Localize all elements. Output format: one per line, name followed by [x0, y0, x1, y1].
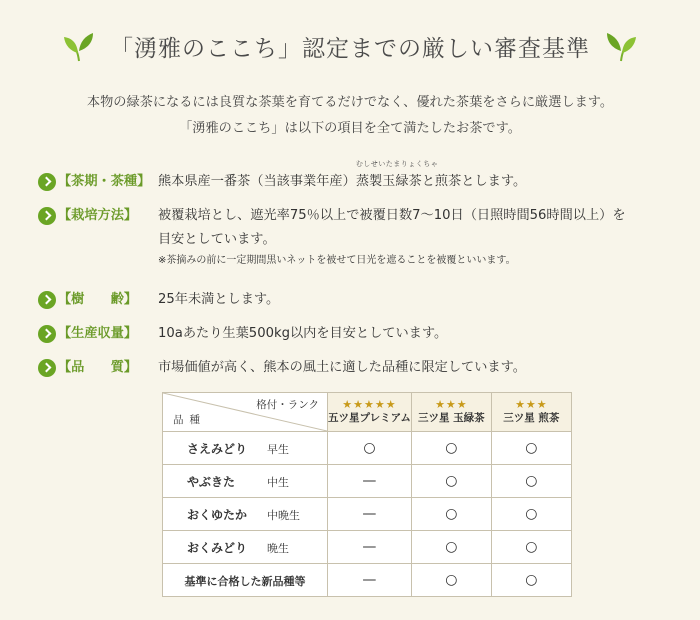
intro-line: 「湧雅のここち」は以下の項目を全て満たしたお茶です。 [179, 121, 521, 136]
mark-cell: ○ [411, 432, 491, 465]
mark-cell: ○ [328, 432, 412, 465]
intro-line: 本物の緑茶になるには良質な茶葉を育てるだけでなく、優れた茶葉をさらに厳選します。 [86, 95, 614, 110]
table-row [163, 531, 572, 564]
variety-season: 中晩生 [267, 509, 300, 522]
variety-name: さえみどり [187, 442, 248, 456]
table-row [163, 465, 572, 498]
variety-season: 中生 [267, 476, 289, 489]
criterion-label: 【生産収量】 [58, 326, 138, 341]
rank-name: 三ツ星 煎茶 [503, 412, 560, 424]
criterion-text: 25年未満とします。 [158, 292, 280, 307]
star-rating: ★★★ [435, 398, 468, 411]
corner-label-rank: 格付・ランク [256, 399, 319, 411]
table-header-row [163, 393, 572, 432]
criterion-text: と煎茶とします。 [421, 174, 527, 189]
tea-leaf-left-icon [62, 29, 96, 63]
criterion-text: 被覆栽培とし、遮光率75％以上で被覆日数7〜10日（日照時間56時間以上）を [158, 208, 626, 223]
criterion-quality [38, 356, 678, 380]
criterion-text: 市場価値が高く、熊本の風土に適した品種に限定しています。 [158, 360, 526, 375]
mark-cell: — [328, 531, 412, 564]
tea-leaf-right-icon [604, 29, 638, 63]
criterion-label: 【樹 齢】 [58, 292, 138, 307]
rank-header [328, 393, 412, 432]
rank-name: 五ツ星プレミアム [328, 412, 411, 424]
variety-name: 基準に合格した新品種等 [184, 575, 306, 588]
mark-cell: ○ [411, 564, 491, 597]
criterion-yield [38, 322, 678, 346]
variety-cell [163, 564, 328, 597]
rank-header [411, 393, 491, 432]
mark-cell: ○ [491, 432, 571, 465]
variety-cell [163, 498, 328, 531]
mark-cell: ○ [491, 465, 571, 498]
table-row [163, 498, 572, 531]
rank-name: 三ツ星 玉緑茶 [418, 412, 485, 424]
criterion-cultivation [38, 204, 678, 270]
title-row [0, 24, 700, 68]
variety-cell [163, 432, 328, 465]
criterion-note: ※茶摘みの前に一定期間黒いネットを被せて日光を遮ることを被覆といいます。 [158, 255, 516, 266]
chevron-right-icon [38, 325, 56, 343]
ruby-term [355, 160, 439, 194]
ruby-base: 蒸製玉緑茶 [355, 174, 422, 189]
variety-cell [163, 465, 328, 498]
intro-text [0, 90, 700, 142]
chevron-right-icon [38, 207, 56, 225]
criterion-text: 目安としています。 [158, 232, 276, 247]
criterion-tea-season [38, 160, 678, 194]
ruby-reading: むしせいたまりょくちゃ [355, 160, 439, 168]
criterion-label: 【栽培方法】 [58, 208, 138, 223]
mark-cell: ○ [491, 564, 571, 597]
rank-header [491, 393, 571, 432]
mark-cell: ○ [411, 465, 491, 498]
mark-cell: ○ [491, 531, 571, 564]
variety-season: 早生 [267, 443, 289, 456]
chevron-right-icon [38, 359, 56, 377]
star-rating: ★★★ [515, 398, 548, 411]
page-title: 「湧雅のここち」認定までの厳しい審査基準 [110, 35, 590, 62]
variety-name: おくゆたか [187, 508, 248, 522]
mark-cell: ○ [411, 498, 491, 531]
corner-label-variety: 品種 [173, 414, 206, 426]
variety-name: おくみどり [187, 541, 248, 555]
criterion-text: 10aあたり生葉500kg以内を目安としています。 [158, 326, 448, 341]
variety-name: やぶきた [187, 475, 236, 489]
variety-rank-table [162, 392, 572, 597]
variety-season: 晩生 [267, 542, 289, 555]
mark-cell: — [328, 465, 412, 498]
table-corner-cell [163, 393, 328, 432]
star-rating: ★★★★★ [342, 398, 397, 411]
chevron-right-icon [38, 291, 56, 309]
mark-cell: ○ [491, 498, 571, 531]
mark-cell: ○ [411, 531, 491, 564]
mark-cell: — [328, 498, 412, 531]
criterion-text: 熊本県産一番茶（当該事業年産） [158, 174, 356, 189]
criterion-label: 【茶期・茶種】 [58, 174, 151, 189]
variety-cell [163, 531, 328, 564]
criterion-tree-age [38, 288, 678, 312]
table-row [163, 564, 572, 597]
table-row [163, 432, 572, 465]
criterion-label: 【品 質】 [58, 360, 138, 375]
mark-cell: — [328, 564, 412, 597]
chevron-right-icon [38, 173, 56, 191]
